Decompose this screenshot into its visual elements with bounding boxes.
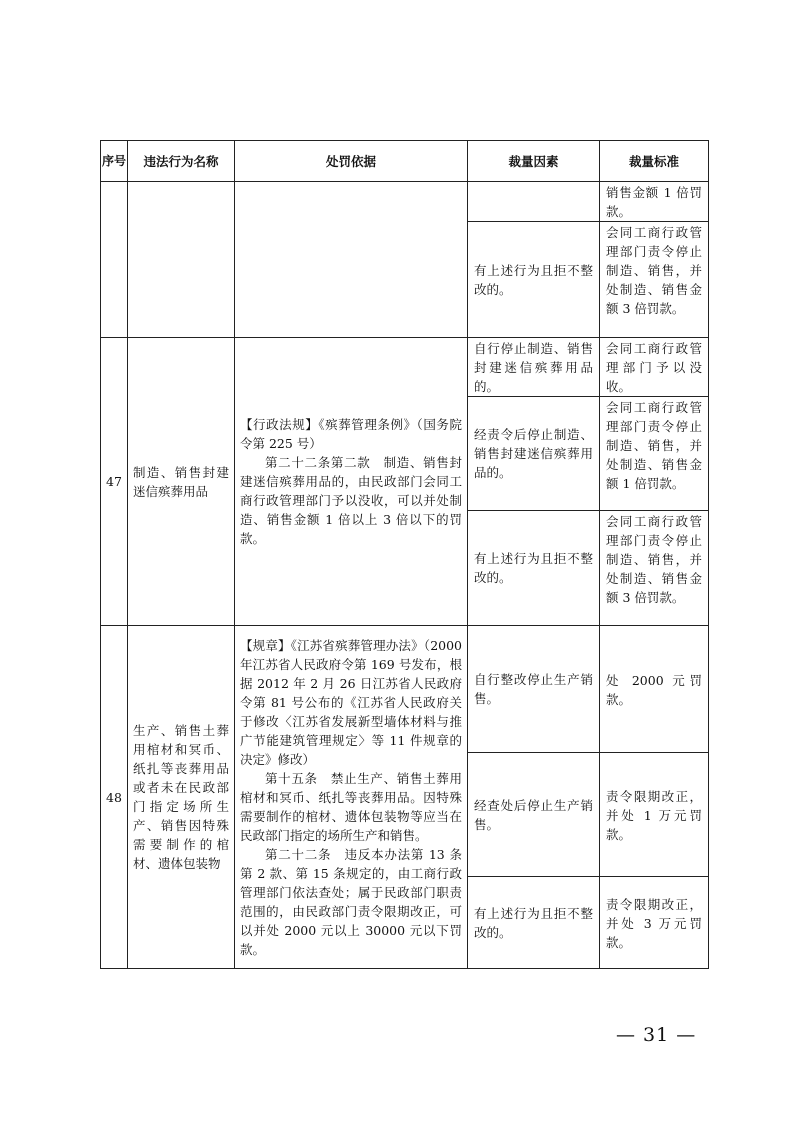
item47-basis	[235, 338, 468, 626]
item47-std-2: 会同工商行政管理部门责令停止制造、销售，并处制造、销售金额 1 倍罚款。	[600, 397, 709, 511]
item48-factor-1: 自行整改停止生产销售。	[468, 626, 600, 753]
table-row	[101, 626, 709, 753]
item48-std-2: 责令限期改正，并处 1 万元罚款。	[600, 753, 709, 877]
item48-std-3: 责令限期改正，并处 3 万元罚款。	[600, 877, 709, 969]
header-violation-name: 违法行为名称	[128, 141, 235, 182]
item48-factor-3: 有上述行为且拒不整改的。	[468, 877, 600, 969]
item48-basis-p3: 第二十二条 违反本办法第 13 条第 2 款、第 15 条规定的，由工商行政管理部门依法查处；属于民政部门职责范围的，由民政部门责令限期改正，可以并处 2000 元以上 30000 元以下罚款。	[240, 846, 462, 957]
table-row	[101, 338, 709, 397]
cont-num-cell	[101, 182, 128, 338]
item47-basis-p2: 第二十二条第二款 制造、销售封建迷信殡葬用品的，由民政部门会同工商行政管理部门予以没收，可以并处制造、销售金额 1 倍以上 3 倍以下的罚款。	[240, 455, 462, 546]
item48-factor-2: 经查处后停止生产销售。	[468, 753, 600, 877]
penalty-table	[100, 140, 709, 969]
cont-basis-cell	[235, 182, 468, 338]
cont-std-1: 销售金额 1 倍罚款。	[600, 182, 709, 222]
item47-basis-p1: 【行政法规】《殡葬管理条例》（国务院令第 225 号）	[240, 417, 462, 451]
item47-factor-1: 自行停止制造、销售封建迷信殡葬用品的。	[468, 338, 600, 397]
item47-factor-2: 经责令后停止制造、销售封建迷信殡葬用品的。	[468, 397, 600, 511]
item48-basis	[235, 626, 468, 969]
header-factors: 裁量因素	[468, 141, 600, 182]
page-number: — 31 —	[616, 1024, 697, 1046]
table-row	[101, 182, 709, 222]
cont-std-2: 会同工商行政管理部门责令停止制造、销售，并处制造、销售金额 3 倍罚款。	[600, 222, 709, 338]
item47-std-3: 会同工商行政管理部门责令停止制造、销售，并处制造、销售金额 3 倍罚款。	[600, 511, 709, 626]
cont-factor-cell	[468, 182, 600, 222]
item47-num: 47	[101, 338, 128, 626]
cont-name-cell	[128, 182, 235, 338]
item48-num: 48	[101, 626, 128, 969]
header-penalty-basis: 处罚依据	[235, 141, 468, 182]
header-standard: 裁量标准	[600, 141, 709, 182]
item48-std-1: 处 2000 元罚款。	[600, 626, 709, 753]
item48-basis-p2: 第十五条 禁止生产、销售土葬用棺材和冥币、纸扎等丧葬用品。因特殊需要制作的棺材、遗体包装物等应当在民政部门指定的场所生产和销售。	[240, 770, 462, 843]
item47-std-1: 会同工商行政管理部门予以没收。	[600, 338, 709, 397]
item48-basis-p1: 【规章】《江苏省殡葬管理办法》（2000 年江苏省人民政府令第 169 号发布，根据 2012 年 2 月 26 日江苏省人民政府令第 81 号公布的《江苏省人民政府关于修改〈江苏省发展新型墙体材料与推广节能建筑管理规定〉等 11 件规章的决定》修改）	[240, 637, 462, 767]
item47-factor-3: 有上述行为且拒不整改的。	[468, 511, 600, 626]
item47-name: 制造、销售封建迷信殡葬用品	[128, 338, 235, 626]
header-serial: 序号	[101, 141, 128, 182]
item48-name: 生产、销售土葬用棺材和冥币、纸扎等丧葬用品或者未在民政部门指定场所生产、销售因特殊需要制作的棺材、遗体包装物	[128, 626, 235, 969]
table-header-row	[101, 141, 709, 182]
cont-factor-2: 有上述行为且拒不整改的。	[468, 222, 600, 338]
